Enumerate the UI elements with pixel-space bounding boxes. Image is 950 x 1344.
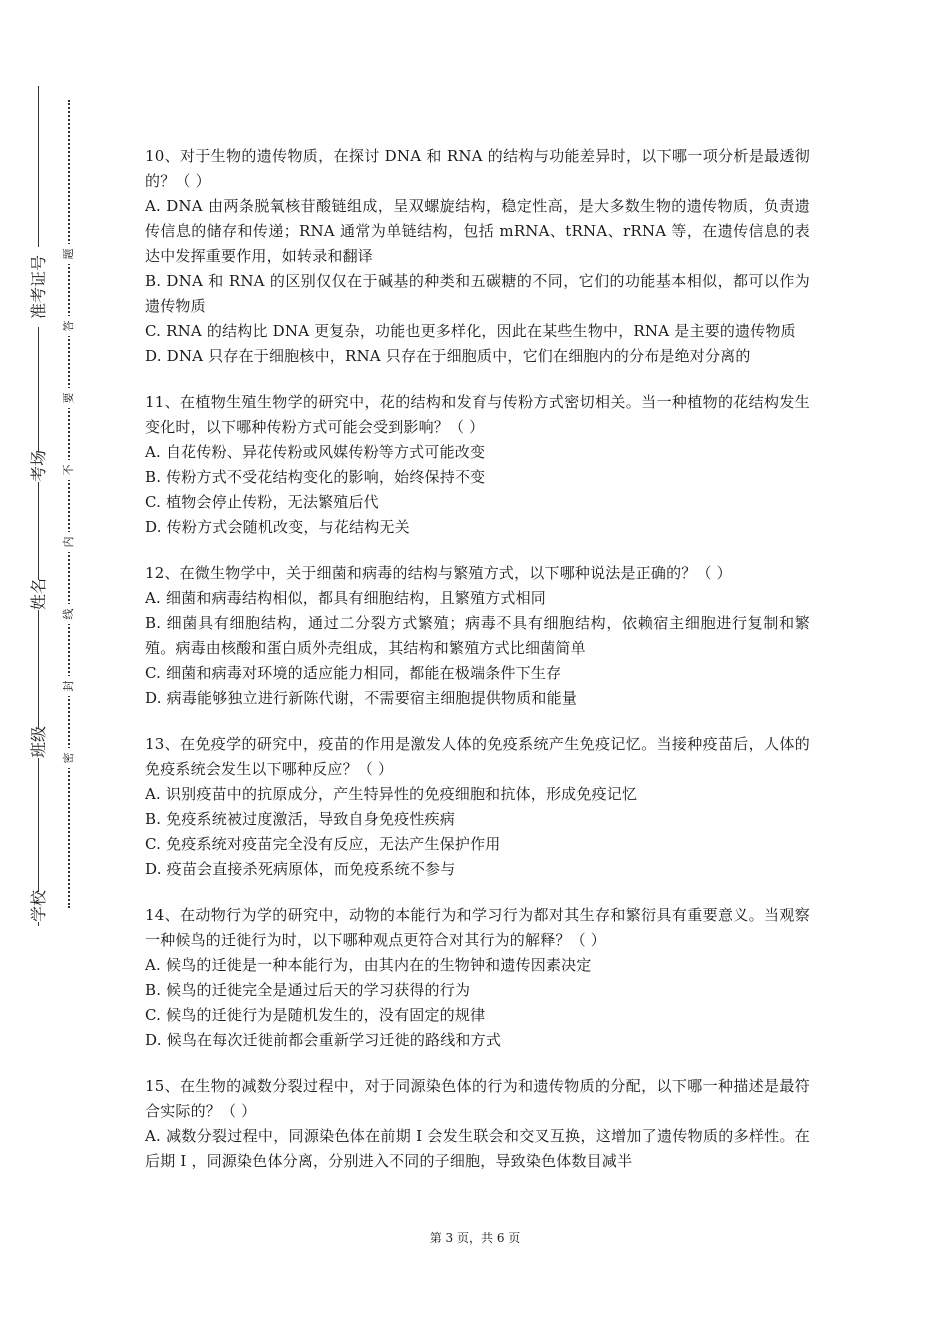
seal-dotted-line <box>68 100 70 908</box>
option-c: C. 免疫系统对疫苗完全没有反应，无法产生保护作用 <box>145 835 501 853</box>
binding-line <box>38 86 39 926</box>
exam-id-label: 准考证号 <box>24 247 54 327</box>
seal-char: 不 <box>59 460 79 480</box>
option-c: C. 细菌和病毒对环境的适应能力相同，都能在极端条件下生存 <box>145 664 562 682</box>
option-a: A. 减数分裂过程中，同源染色体在前期 Ⅰ 会发生联会和交叉互换，这增加了遗传物质的多样性。在后期 Ⅰ ，同源染色体分离，分别进入不同的子细胞，导致染色体数目减半 <box>145 1127 810 1170</box>
seal-char: 线 <box>59 604 79 624</box>
option-d: D. DNA 只存在于细胞核中，RNA 只存在于细胞质中，它们在细胞内的分布是绝对分离的 <box>145 347 751 365</box>
option-c: C. RNA 的结构比 DNA 更复杂，功能也更多样化，因此在某些生物中，RNA 是主要的遗传物质 <box>145 322 796 340</box>
option-b: B. DNA 和 RNA 的区别仅仅在于碱基的种类和五碳糖的不同，它们的功能基本相似，都可以作为遗传物质 <box>145 272 810 315</box>
question-list <box>145 144 810 1195</box>
seal-char: 答 <box>59 316 79 336</box>
page-number: 第 3 页，共 6 页 <box>429 1231 521 1245</box>
option-b: B. 候鸟的迁徙完全是通过后天的学习获得的行为 <box>145 981 471 999</box>
question-10 <box>145 144 810 369</box>
option-a: A. DNA 由两条脱氧核苷酸链组成，呈双螺旋结构，稳定性高，是大多数生物的遗传物质，负责遗传信息的储存和传递；RNA 通常为单链结构，包括 mRNA、tRNA、rRNA 等，在遗传信息的表达中发挥重要作用，如转录和翻译 <box>145 197 810 265</box>
option-d: D. 疫苗会直接杀死病原体，而免疫系统不参与 <box>145 860 456 878</box>
question-stem: 10、对于生物的遗传物质，在探讨 DNA 和 RNA 的结构与功能差异时，以下哪一项分析是最透彻的？（ ） <box>145 147 810 190</box>
option-d: D. 候鸟在每次迁徙前都会重新学习迁徙的路线和方式 <box>145 1031 502 1049</box>
seal-char: 要 <box>59 388 79 408</box>
seal-char: 题 <box>59 244 79 264</box>
option-b: B. 传粉方式不受花结构变化的影响，始终保持不变 <box>145 468 486 486</box>
question-12 <box>145 561 810 711</box>
question-11 <box>145 390 810 540</box>
question-14 <box>145 903 810 1053</box>
option-d: D. 传粉方式会随机改变，与花结构无关 <box>145 518 410 536</box>
question-stem: 11、在植物生殖生物学的研究中，花的结构和发育与传粉方式密切相关。当一种植物的花结构发生变化时，以下哪种传粉方式可能会受到影响？（ ） <box>145 393 810 436</box>
question-15 <box>145 1074 810 1174</box>
seal-char: 封 <box>59 676 79 696</box>
option-c: C. 植物会停止传粉，无法繁殖后代 <box>145 493 379 511</box>
question-stem: 12、在微生物学中，关于细菌和病毒的结构与繁殖方式，以下哪种说法是正确的？（ ） <box>145 564 732 582</box>
seal-char: 密 <box>59 748 79 768</box>
seal-char: 内 <box>59 532 79 552</box>
question-stem: 14、在动物行为学的研究中，动物的本能行为和学习行为都对其生存和繁衍具有重要意义。当观察一种候鸟的迁徙行为时，以下哪种观点更符合对其行为的解释？（ ） <box>145 906 810 949</box>
school-label: 学校 <box>24 892 54 922</box>
option-a: A. 候鸟的迁徙是一种本能行为，由其内在的生物钟和遗传因素决定 <box>145 956 592 974</box>
option-b: B. 细菌具有细胞结构，通过二分裂方式繁殖；病毒不具有细胞结构，依赖宿主细胞进行复制和繁殖。病毒由核酸和蛋白质外壳组成，其结构和繁殖方式比细菌简单 <box>145 614 810 657</box>
option-a: A. 自花传粉、异花传粉或风媒传粉等方式可能改变 <box>145 443 486 461</box>
option-d: D. 病毒能够独立进行新陈代谢，不需要宿主细胞提供物质和能量 <box>145 689 578 707</box>
name-label: 姓名 <box>24 580 54 610</box>
option-c: C. 候鸟的迁徙行为是随机发生的，没有固定的规律 <box>145 1006 486 1024</box>
option-b: B. 免疫系统被过度激活，导致自身免疫性疾病 <box>145 810 455 828</box>
exam-room-label: 考场 <box>24 452 54 482</box>
option-a: A. 识别疫苗中的抗原成分，产生特异性的免疫细胞和抗体，形成免疫记忆 <box>145 785 638 803</box>
question-13 <box>145 732 810 882</box>
question-stem: 15、在生物的减数分裂过程中，对于同源染色体的行为和遗传物质的分配，以下哪一种描述是最符合实际的？（ ） <box>145 1077 810 1120</box>
question-stem: 13、在免疫学的研究中，疫苗的作用是激发人体的免疫系统产生免疫记忆。当接种疫苗后，人体的免疫系统会发生以下哪种反应？（ ） <box>145 735 810 778</box>
option-a: A. 细菌和病毒结构相似，都具有细胞结构，且繁殖方式相同 <box>145 589 546 607</box>
class-label: 班级 <box>24 728 54 758</box>
